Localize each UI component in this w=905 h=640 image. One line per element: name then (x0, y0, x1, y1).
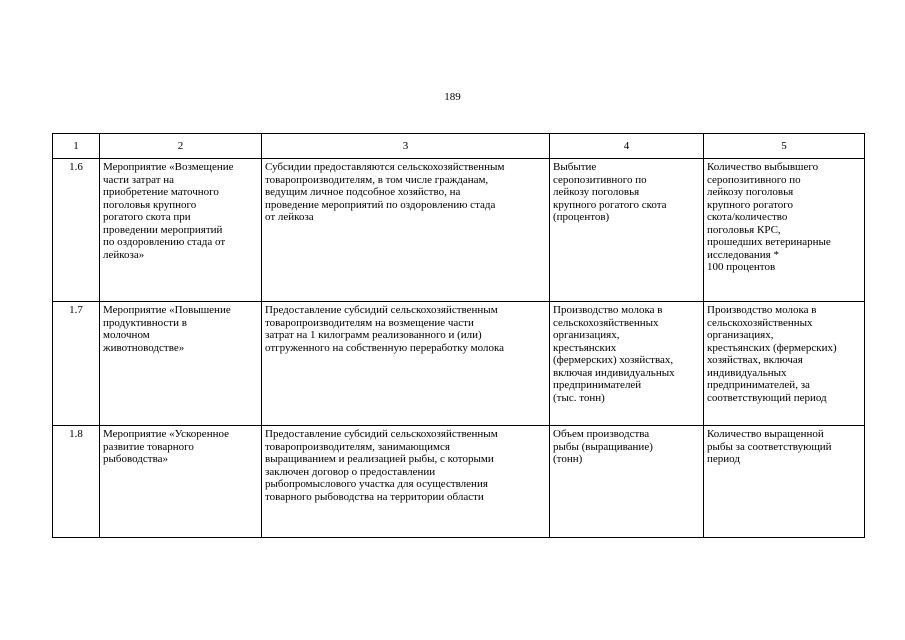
indicator-cell: Объем производства рыбы (выращивание) (тонн) (550, 426, 704, 538)
column-header: 1 (53, 134, 100, 159)
event-cell: Мероприятие «Возмещение части затрат на приобретение маточного поголовья крупного рогатого скота при проведении мероприятий по оздоровлению стада от лейкоза» (100, 159, 262, 302)
method-cell: Производство молока в сельскохозяйственных организациях, крестьянских (фермерских) хозяйствах, включая индивидуальных предпринимателей, за соответствующий период (704, 302, 865, 426)
column-header: 5 (704, 134, 865, 159)
row-number: 1.7 (53, 302, 100, 426)
table-row (53, 159, 865, 302)
column-header: 3 (262, 134, 550, 159)
description-cell: Субсидии предоставляются сельскохозяйственным товаропроизводителям, в том числе гражданам, ведущим личное подсобное хозяйство, на проведение мероприятий по оздоровлению стада от лейкоза (262, 159, 550, 302)
column-header: 2 (100, 134, 262, 159)
event-cell: Мероприятие «Повышение продуктивности в молочном животноводстве» (100, 302, 262, 426)
description-cell: Предоставление субсидий сельскохозяйственным товаропроизводителям, занимающимся выращиванием и реализацией рыбы, с которыми заключен договор о предоставлении рыбопромыслового участка для осуществления товарного рыбоводства на территории области (262, 426, 550, 538)
column-header: 4 (550, 134, 704, 159)
description-cell: Предоставление субсидий сельскохозяйственным товаропроизводителям на возмещение части затрат на 1 килограмм реализованного и (или) отгруженного на собственную переработку молока (262, 302, 550, 426)
table-row (53, 426, 865, 538)
event-cell: Мероприятие «Ускоренное развитие товарного рыбоводства» (100, 426, 262, 538)
method-cell: Количество выбывшего серопозитивного по лейкозу поголовья крупного рогатого скота/количество поголовья КРС, прошедших ветеринарные исследования * 100 процентов (704, 159, 865, 302)
page-number: 189 (444, 91, 461, 103)
row-number: 1.6 (53, 159, 100, 302)
method-cell: Количество выращенной рыбы за соответствующий период (704, 426, 865, 538)
table-header-row (53, 134, 865, 159)
indicator-cell: Производство молока в сельскохозяйственных организациях, крестьянских (фермерских) хозяйствах, включая индивидуальных предпринимателей (тыс. тонн) (550, 302, 704, 426)
indicator-cell: Выбытие серопозитивного по лейкозу поголовья крупного рогатого скота (процентов) (550, 159, 704, 302)
measures-table (52, 133, 865, 538)
row-number: 1.8 (53, 426, 100, 538)
table-row (53, 302, 865, 426)
